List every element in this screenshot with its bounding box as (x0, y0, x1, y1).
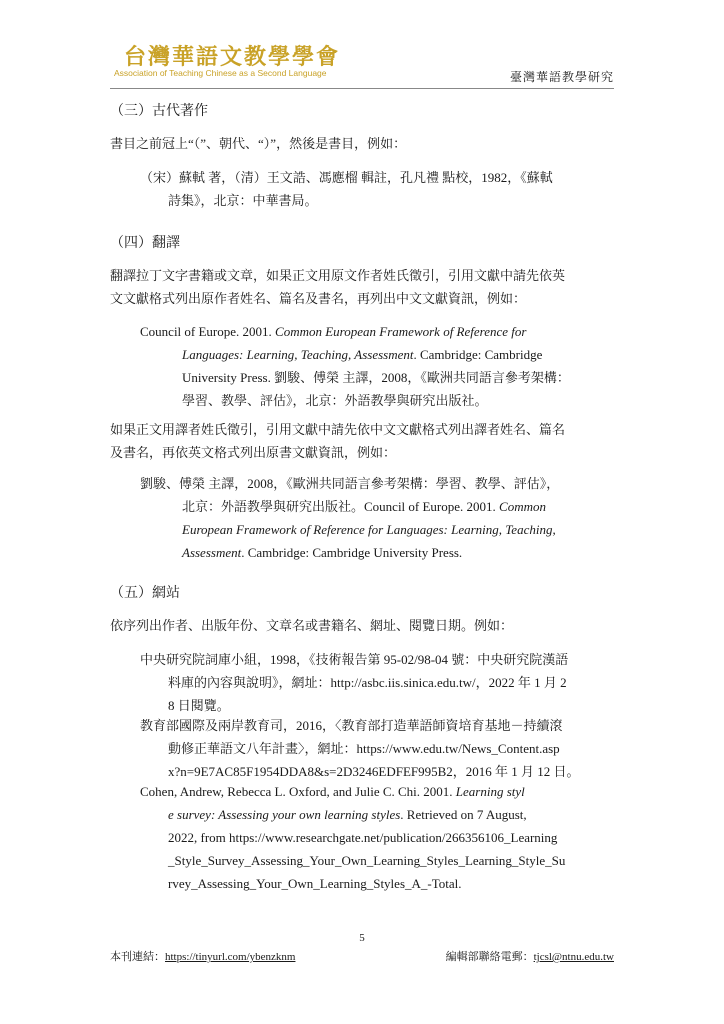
translation-intro-line: 如果正文用譯者姓氏徵引，引用文獻中請先依中文文獻格式列出譯者姓名、篇名 (110, 422, 566, 437)
reference-line (140, 541, 614, 564)
reference-title: Common (499, 499, 546, 514)
association-logo: 台灣華語文教學學會 (124, 44, 341, 70)
reference-publisher: . Cambridge: Cambridge University Press. (241, 545, 463, 560)
section-heading-translation: （四）翻譯 (110, 236, 180, 251)
translation-intro (110, 264, 614, 310)
reference-line: 動修正華語文八年計畫〉，網址：https://www.edu.tw/News_Content.asp (168, 741, 560, 756)
translation-intro-2 (110, 418, 614, 464)
reference-line: 2022, from https://www.researchgate.net/publication/266356106_Learning (168, 830, 558, 845)
reference-line: University Press. 劉駿、傅榮 主譯，2008，《歐洲共同語言參考架構： (182, 370, 570, 385)
website-example-3 (140, 780, 614, 895)
ancient-example-line: （宋）蘇軾 著，（清）王文誥、馮應榴 輯註，孔凡禮 點校，1982，《蘇軾 (140, 170, 553, 185)
footer-email-label: 編輯部聯絡電郵： (445, 951, 534, 963)
reference-line: 料庫的內容與說明》，網址：http://asbc.iis.sinica.edu.tw/，2022 年 1 月 2 (168, 675, 567, 690)
reference-author: Council of Europe. 2001. (140, 324, 276, 339)
reference-title: e survey: Assessing your own learning styles (168, 807, 401, 822)
reference-line: 8 日閱覽。 (168, 698, 230, 713)
reference-line: rvey_Assessing_Your_Own_Learning_Styles_A_-Total. (168, 876, 462, 891)
reference-line: 學習、教學、評估》，北京：外語教學與研究出版社。 (182, 393, 488, 408)
ancient-example-line: 詩集》，北京：中華書局。 (168, 193, 318, 208)
translation-intro-line: 及書名，再依英文格式列出原書文獻資訊，例如： (110, 445, 397, 460)
reference-line (140, 495, 614, 518)
journal-name: 臺灣華語教學研究 (509, 70, 614, 84)
section-heading-website: （五）網站 (110, 586, 180, 601)
reference-title: Assessment (182, 545, 242, 560)
footer-contact (446, 948, 614, 964)
reference-line: 教育部國際及兩岸教育司，2016，〈教育部打造華語師資培育基地－持續滾 (140, 718, 563, 733)
translation-intro-line: 文文獻格式列出原作者姓名、篇名及書名，再列出中文文獻資訊，例如： (110, 291, 527, 306)
header-divider (110, 88, 614, 89)
footer-journal-link (110, 948, 295, 964)
translation-example-2 (140, 472, 614, 564)
footer-link-label: 本刊連結： (110, 951, 165, 963)
reference-line: _Style_Survey_Assessing_Your_Own_Learning_Styles_Learning_Style_Su (168, 853, 566, 868)
translation-example-1 (140, 320, 614, 412)
association-logo-subtitle: Association of Teaching Chinese as a Second Language (114, 68, 327, 78)
reference-line (140, 780, 614, 803)
ancient-intro: 書目之前冠上“（”、朝代、“）”，然後是書目，例如： (110, 136, 407, 151)
reference-publisher: 北京：外語教學與研究出版社。Council of Europe. 2001. (182, 499, 500, 514)
editorial-email-link[interactable]: tjcsl@ntnu.edu.tw (533, 951, 614, 963)
page-number: 5 (359, 932, 365, 944)
reference-line: 劉駿、傅榮 主譯，2008，《歐洲共同語言參考架構：學習、教學、評估》， (140, 476, 560, 491)
reference-line: 中央研究院詞庫小組，1998，《技術報告第 95-02/98-04 號：中央研究院漢語 (140, 652, 569, 667)
reference-line: x?n=9E7AC85F1954DDA8&s=2D3246EDFEF995B2，2016 年 1 月 12 日。 (168, 764, 580, 779)
reference-title: European Framework of Reference for Languages: Learning, Teaching, (182, 522, 556, 537)
website-intro: 依序列出作者、出版年份、文章名或書籍名、網址、閱覽日期。例如： (110, 618, 514, 633)
reference-title: Languages: Learning, Teaching, Assessment (182, 347, 414, 362)
website-example-2 (140, 714, 614, 783)
reference-retrieved: . Retrieved on 7 August, (400, 807, 527, 822)
reference-author: Cohen, Andrew, Rebecca L. Oxford, and Julie C. Chi. 2001. (140, 784, 456, 799)
reference-line (140, 518, 614, 541)
translation-intro-line: 翻譯拉丁文字書籍或文章，如果正文用原文作者姓氏徵引，引用文獻中請先依英 (110, 268, 566, 283)
reference-title: Common European Framework of Reference for (275, 324, 527, 339)
journal-url-link[interactable]: https://tinyurl.com/ybenzknm (165, 951, 296, 963)
reference-title: Learning styl (455, 784, 525, 799)
reference-publisher: . Cambridge: Cambridge (413, 347, 543, 362)
reference-line (140, 803, 614, 826)
reference-line (140, 320, 614, 343)
section-heading-ancient: （三）古代著作 (110, 104, 208, 119)
website-example-1 (140, 648, 614, 717)
ancient-example (140, 166, 614, 212)
reference-line (140, 343, 614, 366)
